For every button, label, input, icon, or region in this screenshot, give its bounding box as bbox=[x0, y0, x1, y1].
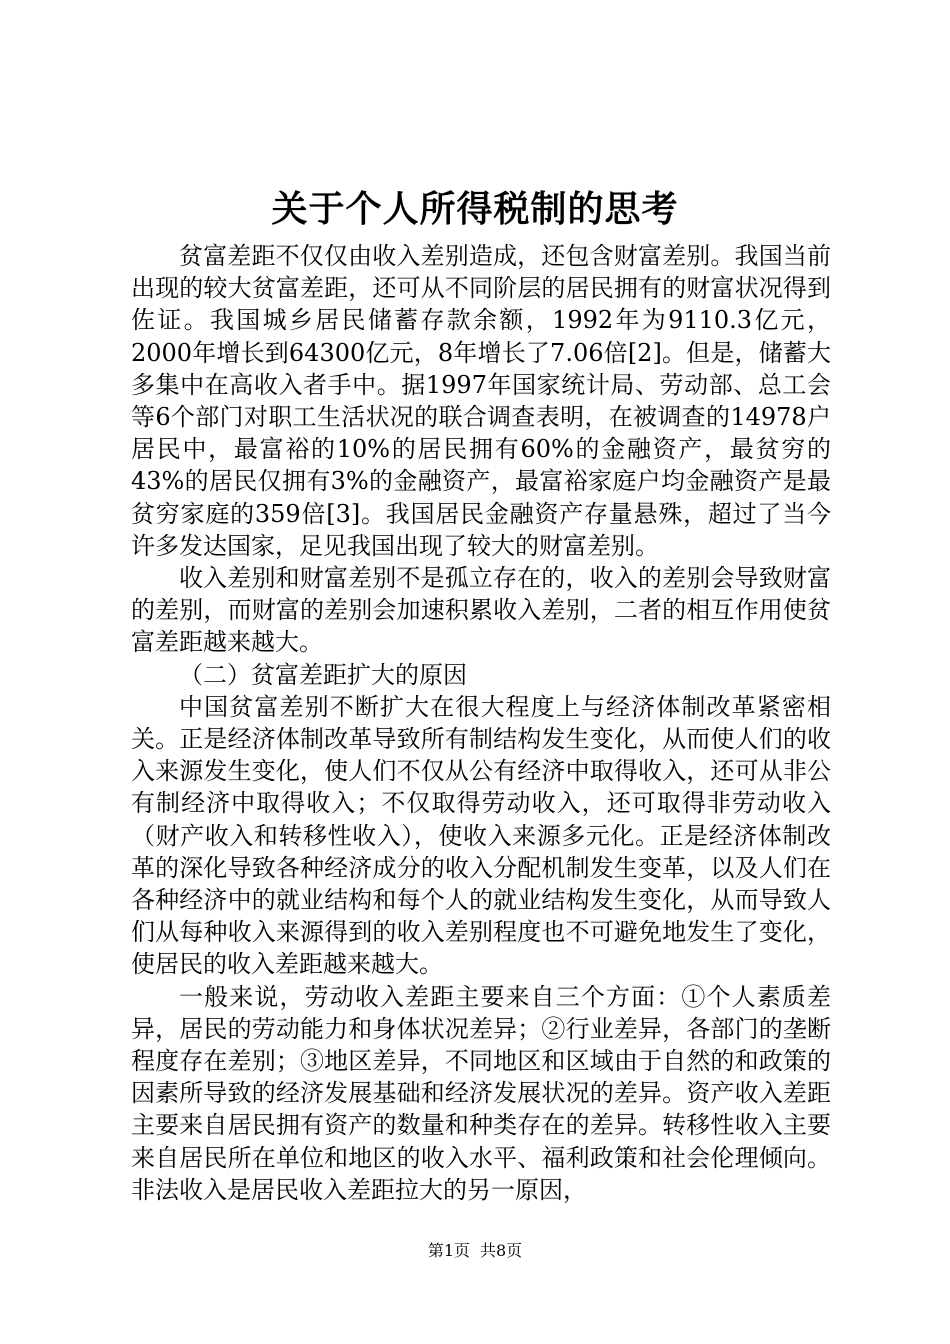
document-title: 关于个人所得税制的思考 bbox=[271, 188, 679, 230]
paragraph-income-wealth-relation: 收入差别和财富差别不是孤立存在的，收入的差别会导致财富的差别，而财富的差别会加速积累收入差别，二者的相互作用使贫富差距越来越大。 bbox=[131, 564, 831, 657]
page-footer bbox=[0, 1240, 950, 1262]
paragraph-income-sources: 一般来说，劳动收入差距主要来自三个方面：①个人素质差异，居民的劳动能力和身体状况差异；②行业差异，各部门的垄断程度存在差别；③地区差异，不同地区和区域由于自然的和政策的因素所导致的经济发展基础和经济发展状况的差异。资产收入差距主要来自居民拥有资产的数量和种类存在的差异。转移性收入主要来自居民所在单位和地区的收入水平、福利政策和社会伦理倾向。非法收入是居民收入差距拉大的另一原因， bbox=[131, 982, 831, 1204]
paragraph-wealth-gap: 贫富差距不仅仅由收入差别造成，还包含财富差别。我国当前出现的较大贫富差距，还可从不同阶层的居民拥有的财富状况得到佐证。我国城乡居民储蓄存款余额，1992年为9110.3亿元，2000年增长到64300亿元，8年增长了7.06倍[2]。但是，储蓄大多集中在高收入者手中。据1997年国家统计局、劳动部、总工会等6个部门对职工生活状况的联合调查表明，在被调查的14978户居民中，最富裕的10%的居民拥有60%的金融资产，最贫穷的43%的居民仅拥有3%的金融资产，最富裕家庭户均金融资产是最贫穷家庭的359倍[3]。我国居民金融资产存量悬殊，超过了当今许多发达国家，足见我国出现了较大的财富差别。 bbox=[131, 242, 831, 560]
page-total: 共8页 bbox=[480, 1241, 523, 1260]
page-number: 第1页 bbox=[427, 1241, 470, 1260]
section-heading-causes: （二）贫富差距扩大的原因 bbox=[179, 660, 467, 689]
document-body bbox=[131, 240, 831, 1206]
paragraph-economic-reform: 中国贫富差别不断扩大在很大程度上与经济体制改革紧密相关。正是经济体制改革导致所有制结构发生变化，从而使人们的收入来源发生变化，使人们不仅从公有经济中取得收入，还可从非公有制经济中取得收入；不仅取得劳动收入，还可取得非劳动收入（财产收入和转移性收入），使收入来源多元化。正是经济体制改革的深化导致各种经济成分的收入分配机制发生变革，以及人们在各种经济中的就业结构和每个人的就业结构发生变化，从而导致人们从每种收入来源得到的收入差别程度也不可避免地发生了变化，使居民的收入差距越来越大。 bbox=[131, 692, 831, 979]
